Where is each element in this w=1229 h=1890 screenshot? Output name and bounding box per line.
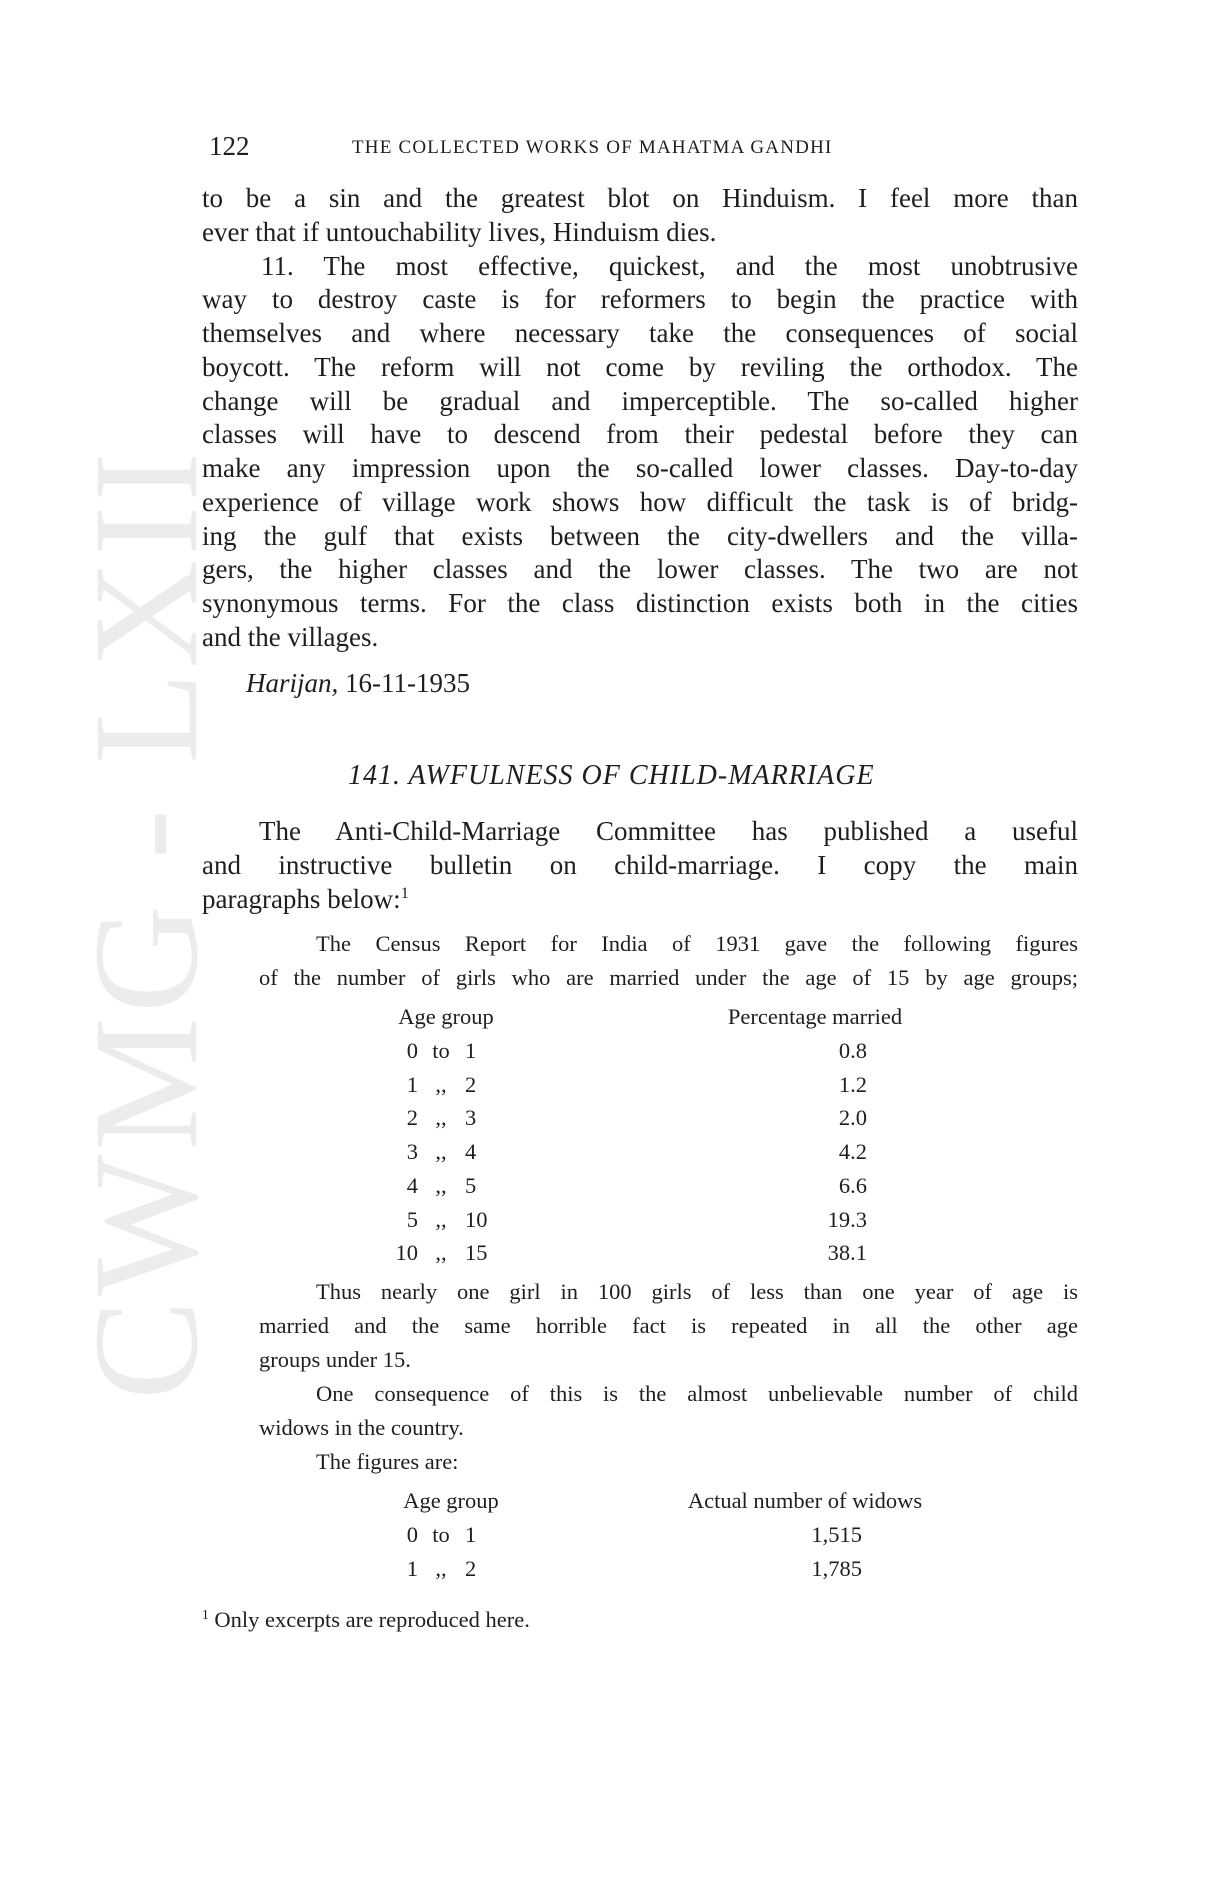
quote-figures: The figures are: <box>316 1449 459 1474</box>
text-line: way to destroy caste is for reformers to begin the practice with <box>202 284 1078 315</box>
column-header: Age group <box>398 1004 494 1029</box>
table-cell-age: 10 <box>465 1206 488 1232</box>
table-cell-age: 5 <box>465 1172 477 1198</box>
text-line: themselves and where necessary take the consequences of social <box>202 318 1078 348</box>
table-cell-age: to <box>432 1037 450 1063</box>
text-line: married and the same horrible fact is repeated in all the other age <box>259 1312 1078 1338</box>
table-cell-value: 0.8 <box>838 1037 867 1063</box>
footnote-reference: 1 <box>400 883 409 902</box>
table-cell-age: 2 <box>465 1071 477 1097</box>
watermark: CWMG - LXII <box>63 447 229 1400</box>
table-cell-age: ,, <box>435 1105 447 1131</box>
table-cell-age: 5 <box>406 1206 418 1232</box>
text-line: and the villages. <box>202 621 379 652</box>
text-line: The Census Report for India of 1931 gave the following figures <box>316 931 1078 956</box>
table-cell-value: 4.2 <box>838 1139 867 1164</box>
table-cell-age: 1 <box>406 1071 418 1097</box>
table-cell-value: 2.0 <box>838 1105 867 1131</box>
text-line: The Anti-Child-Marriage Committee has published a useful <box>259 816 1078 846</box>
table-cell-age: ,, <box>435 1555 447 1581</box>
text-line: classes will have to descend from their pedestal before they can <box>202 419 1078 450</box>
text-line: gers, the higher classes and the lower classes. The two are not <box>202 554 1078 585</box>
table-cell-value: 1.2 <box>838 1071 867 1097</box>
table-cell-age: 1 <box>465 1521 477 1547</box>
table-cell-age: 1 <box>465 1037 477 1063</box>
footnote <box>202 1607 530 1633</box>
running-header: THE COLLECTED WORKS OF MAHATMA GANDHI <box>352 137 833 158</box>
text-line: One consequence of this is the almost unbelievable number of child <box>316 1381 1078 1406</box>
footnote-mark: 1 <box>202 1606 209 1622</box>
table-cell-age: 3 <box>406 1139 418 1164</box>
source-date: 16-11-1935 <box>345 668 470 698</box>
table-cell-age: to <box>432 1521 450 1547</box>
table-cell-age: 10 <box>395 1240 418 1266</box>
table-cell-age: 0 <box>406 1037 418 1063</box>
text-line: Thus nearly one girl in 100 girls of less than one year of age is <box>316 1279 1078 1304</box>
table-cell-age: 3 <box>465 1105 477 1131</box>
text-line: make any impression upon the so-called lower classes. Day-to-day <box>202 453 1078 483</box>
text-line: synonymous terms. For the class distinction exists both in the cities <box>202 588 1078 618</box>
table-cell-age: ,, <box>435 1240 447 1266</box>
table-cell-value: 6.6 <box>838 1172 867 1198</box>
table-cell-age: 4 <box>465 1139 477 1164</box>
table-cell-value: 38.1 <box>827 1240 867 1266</box>
table-cell-value: 1,785 <box>811 1555 862 1581</box>
text-line: to be a sin and the greatest blot on Hinduism. I feel more than <box>202 183 1078 213</box>
table-cell-age: 2 <box>406 1105 418 1131</box>
text-line: ever that if untouchability lives, Hinduism dies. <box>202 216 717 247</box>
table-cell-age: 0 <box>406 1521 418 1547</box>
table-cell-age: 2 <box>465 1555 477 1581</box>
text-line: experience of village work shows how difficult the task is of bridg- <box>202 486 1078 517</box>
table-cell-age: ,, <box>435 1206 447 1232</box>
text-line: change will be gradual and imperceptible. The so-called higher <box>202 385 1078 416</box>
table-cell-age: ,, <box>435 1172 447 1198</box>
text-line: ing the gulf that exists between the city-dwellers and the villa- <box>202 520 1078 551</box>
text-line: and instructive bulletin on child-marriage. I copy the main <box>202 849 1078 880</box>
text-line: groups under 15. <box>259 1346 411 1372</box>
footnote-text: Only excerpts are reproduced here. <box>214 1607 530 1632</box>
text-line: paragraphs below:$^1$ <box>202 883 409 914</box>
source-publication: Harijan, <box>246 668 339 698</box>
table-cell-age: 15 <box>465 1240 488 1266</box>
text-line: 11. The most effective, quickest, and the most unobtrusive <box>261 250 1078 281</box>
table-cell-age: ,, <box>435 1139 447 1164</box>
column-header: Actual number of widows <box>687 1488 923 1513</box>
page-number: 122 <box>209 131 250 161</box>
table-cell-value: 19.3 <box>827 1206 867 1232</box>
table-cell-age: 4 <box>406 1172 418 1198</box>
text-line: of the number of girls who are married under the age of 15 by age groups; <box>259 964 1078 990</box>
table-cell-age: 1 <box>406 1555 418 1581</box>
source-citation <box>246 668 470 699</box>
table-cell-value: 1,515 <box>811 1521 862 1547</box>
table-cell-age: ,, <box>435 1071 447 1097</box>
column-header: Age group <box>403 1488 499 1513</box>
column-header: Percentage married <box>727 1004 903 1029</box>
article-title: 141. AWFULNESS OF CHILD-MARRIAGE <box>348 760 875 791</box>
text-line: boycott. The reform will not come by reviling the orthodox. The <box>202 351 1078 382</box>
text-line: widows in the country. <box>259 1414 464 1440</box>
